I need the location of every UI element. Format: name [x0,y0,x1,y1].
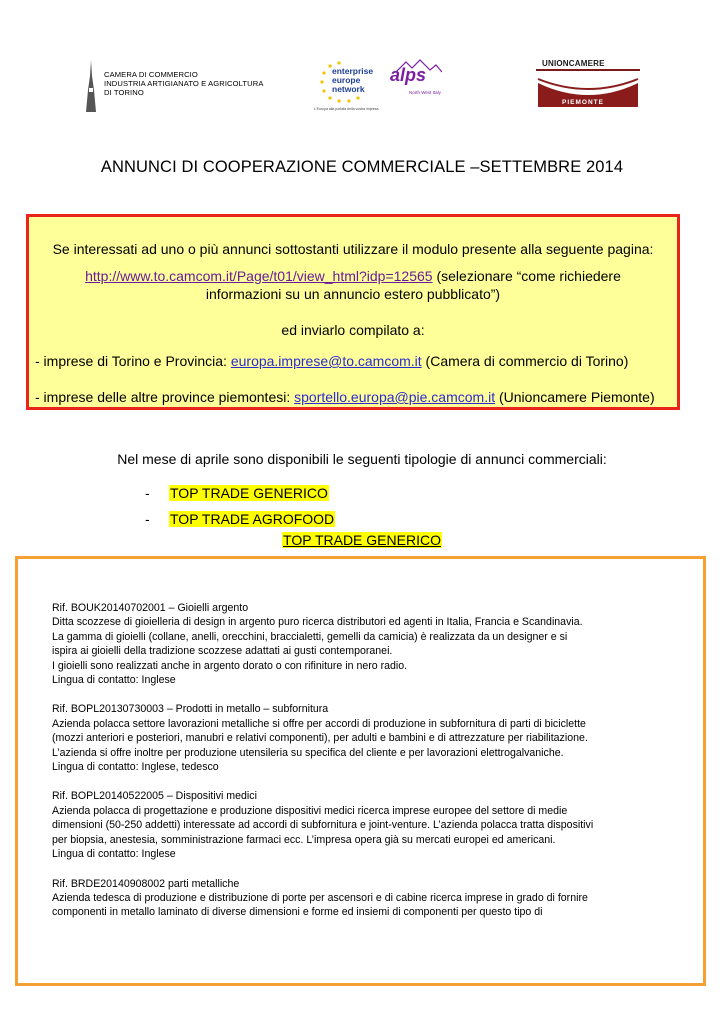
notice-other-line [35,389,655,405]
notice-line3: informazioni su un annuncio estero pubblicato”) [205,286,501,302]
notice-send-to: ed inviarlo compilato a: [281,322,425,338]
notice-link-suffix: (selezionare “come richiedere [432,268,621,284]
unioncamere-region: PIEMONTE [562,99,604,106]
section-heading: TOP TRADE GENERICO [283,532,441,548]
listing-ref: Rif. BOUK20140702001 – Gioielli argento [52,602,249,614]
listing-line: Azienda tedesca di produzione e distribuzione di porte per ascensori e di cabine ricerca imprese in grado di fornire [52,891,588,904]
list-item: - TOP TRADE GENERICO [145,485,328,501]
torino-suffix: (Camera di commercio di Torino) [421,353,629,369]
listing-line: Azienda polacca settore lavorazioni metalliche si offre per accordi di produzione in subfornitura di parti di biciclette [52,717,586,730]
listings [52,601,692,935]
listing-line: Azienda polacca di progettazione e produzione dispositivi medici ricerca imprese europee del settore di medie [52,804,568,817]
listing-line: Lingua di contatto: Inglese, tedesco [52,761,219,774]
torino-prefix: - imprese di Torino e Provincia: [35,353,231,369]
listing-line: (mozzi anteriori e posteriori, manubri e relativi componenti), per adulti e bambini e di attrezzature per riabilitazione. [52,732,588,745]
listing-line: componenti in metallo laminato di diverse dimensioni e forme ed insiemi di componenti per questo tipo di [52,906,543,919]
een-alps-logo [310,57,450,113]
other-suffix: (Unioncamere Piemonte) [495,389,655,405]
torino-email-link[interactable]: europa.imprese@to.camcom.it [230,353,422,369]
notice-instructions: Se interessati ad uno o più annunci sottostanti utilizzare il modulo presente alla seguente pagina: [52,241,654,257]
listing-ref: Rif. BOPL20130730003 – Prodotti in metallo – subfornitura [52,703,329,716]
alps-logo-text: alps [390,65,427,85]
unioncamere-name: UNIONCAMERE [542,59,605,68]
een-tagline: L'Europa alla portata della vostra impresa [314,107,379,111]
listing-item [52,789,692,861]
listing-item [52,601,692,687]
list-item: - TOP TRADE AGROFOOD [145,511,335,527]
page-title: ANNUNCI DI COOPERAZIONE COMMERCIALE –SETTEMBRE 2014 [100,158,624,176]
listing-item [52,702,692,774]
types-list [145,480,335,532]
listing-line: I gioielli sono realizzati anche in argento dorato o con rifiniture in nero radio. [52,659,408,672]
camera-logo-text: CAMERA DI COMMERCIO INDUSTRIA ARTIGIANATO E AGRICOLTURA DI TORINO [104,70,264,97]
notice-box [26,214,680,410]
mole-antonelliana-icon [84,60,98,112]
unioncamere-rule [536,69,640,71]
listing-line: dimensioni (50-250 addetti) interessate ad accordi di subfornitura e joint-venture. L’azienda polacca tratta dispositivi [52,819,594,832]
listing-ref: Rif. BRDE20140908002 parti metalliche [52,877,240,890]
notice-torino-line [35,353,628,369]
module-page-link[interactable]: http://www.to.camcom.it/Page/t01/view_html?idp=12565 [85,268,433,284]
listing-line: Lingua di contatto: Inglese [52,674,176,687]
listing-line: per biopsia, anestesia, somministrazione farmaci ecc. L’impresa opera già su mercati europei ed americani. [52,833,556,846]
listing-line: L’azienda si offre inoltre per produzione utensileria su specifica del cliente e per lavorazioni elettrogalvaniche. [52,746,564,759]
camera-commercio-logo [74,58,274,114]
listing-line: Ditta scozzese di gioielleria di design in argento puro ricerca distributori ed agenti in Italia, Francia e Scandinavia. [52,616,583,629]
listing-line: Lingua di contatto: Inglese [52,848,176,861]
other-prefix: - imprese delle altre province piemontesi: [35,389,295,405]
type-label: TOP TRADE AGROFOOD [170,511,335,527]
listing-item [52,877,692,920]
notice-link-line [29,268,677,284]
other-email-link[interactable]: sportello.europa@pie.camcom.it [294,389,496,405]
intro-text: Nel mese di aprile sono disponibili le seguenti tipologie di annunci commerciali: [117,451,607,467]
een-logo-text: enterprise europe network [332,66,374,94]
listing-ref: Rif. BOPL20140522005 – Dispositivi medici [52,790,257,803]
type-label: TOP TRADE GENERICO [170,485,328,501]
listing-line: La gamma di gioielli (collane, anelli, orecchini, braccialetti, gemelli da camicia) è realizzata da un designer e si [52,630,568,643]
listing-line: ispira ai gioielli della tradizione scozzese adattati ai gusti contemporanei. [52,645,393,658]
alps-subtitle: North West Italy [409,90,441,95]
unioncamere-logo [528,55,648,113]
